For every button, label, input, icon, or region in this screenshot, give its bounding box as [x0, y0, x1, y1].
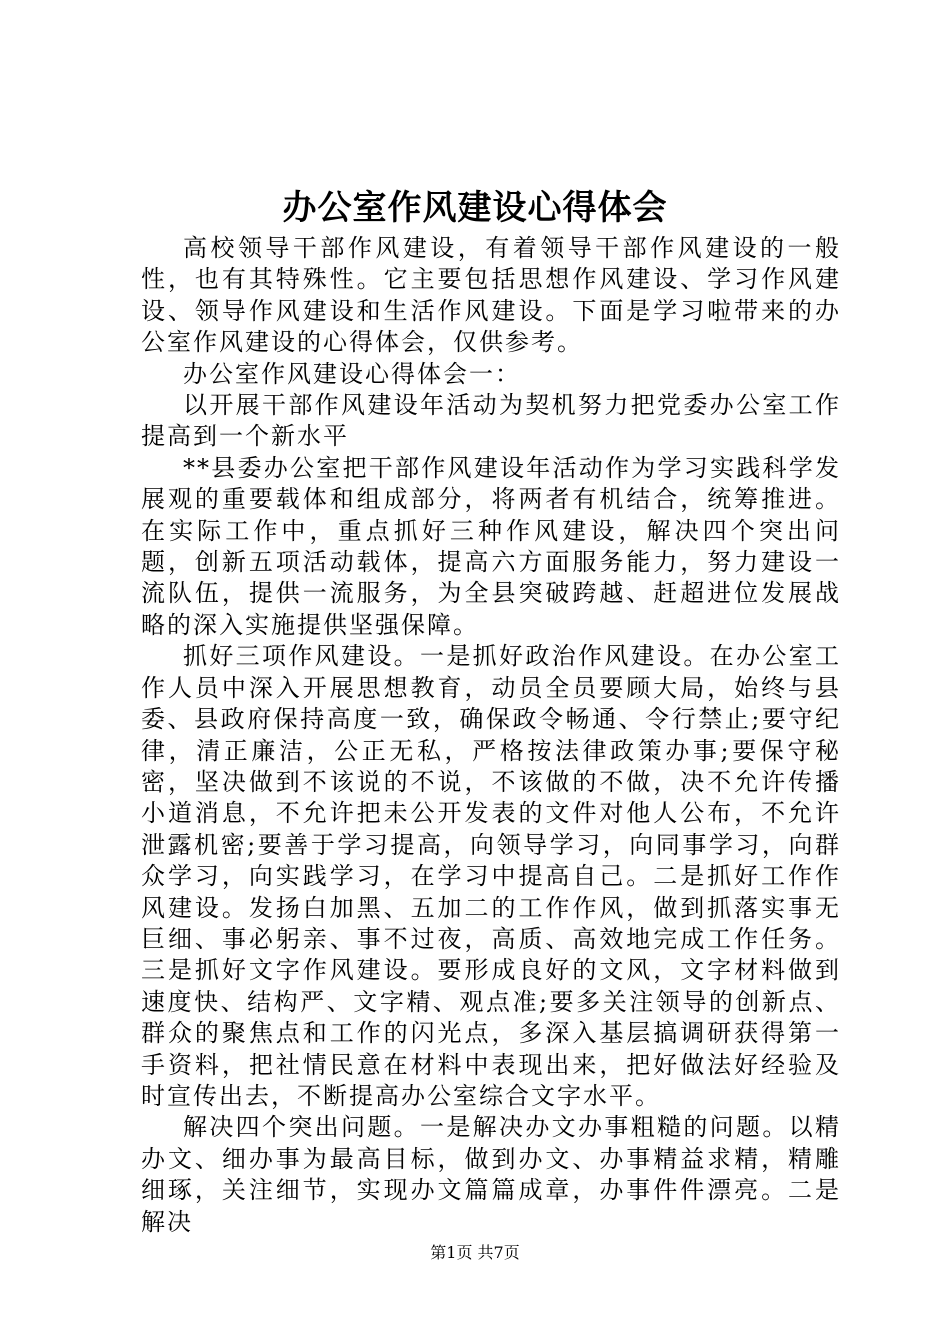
paragraph-subtitle: 以开展干部作风建设年活动为契机努力把党委办公室工作提高到一个新水平 — [141, 391, 841, 451]
paragraph-intro: 高校领导干部作风建设，有着领导干部作风建设的一般性，也有其特殊性。它主要包括思想作风建设、学习作风建设、领导作风建设和生活作风建设。下面是学习啦带来的办公室作风建设的心得体会，仅供参考。 — [141, 234, 841, 357]
paragraph-section-heading: 办公室作风建设心得体会一： — [183, 359, 521, 388]
paragraph-four-problems: 解决四个突出问题。一是解决办文办事粗糙的问题。以精办文、细办事为最高目标，做到办文、办事精益求精，精雕细琢，关注细节，实现办文篇篇成章，办事件件漂亮。二是解决 — [141, 1113, 841, 1236]
document-body — [141, 233, 841, 1238]
page-number-footer: 第1页 共7页 — [430, 1243, 520, 1262]
paragraph-three-styles: 抓好三项作风建设。一是抓好政治作风建设。在办公室工作人员中深入开展思想教育，动员全员要顾大局，始终与县委、县政府保持高度一致，确保政令畅通、令行禁止;要守纪律，清正廉洁，公正无私，严格按法律政策办事;要保守秘密，坚决做到不该说的不说，不该做的不做，决不允许传播小道消息，不允许把未公开发表的文件对他人公布，不允许泄露机密;要善于学习提高，向领导学习，向同事学习，向群众学习，向实践学习，在学习中提高自己。二是抓好工作作风建设。发扬白加黑、五加二的工作作风，做到抓落实事无巨细、事必躬亲、事不过夜，高质、高效地完成工作任务。三是抓好文字作风建设。要形成良好的文风，文字材料做到速度快、结构严、文字精、观点准;要多关注领导的创新点、群众的聚焦点和工作的闪光点，多深入基层搞调研获得第一手资料，把社情民意在材料中表现出来，把好做法好经验及时宣传出去，不断提高办公室综合文字水平。 — [141, 642, 841, 1110]
paragraph-overview: **县委办公室把干部作风建设年活动作为学习实践科学发展观的重要载体和组成部分，将两者有机结合，统筹推进。在实际工作中，重点抓好三种作风建设，解决四个突出问题，创新五项活动载体，提高六方面服务能力，努力建设一流队伍，提供一流服务，为全县突破跨越、赶超进位发展战略的深入实施提供坚强保障。 — [141, 453, 841, 639]
document-title: 办公室作风建设心得体会 — [282, 188, 668, 228]
